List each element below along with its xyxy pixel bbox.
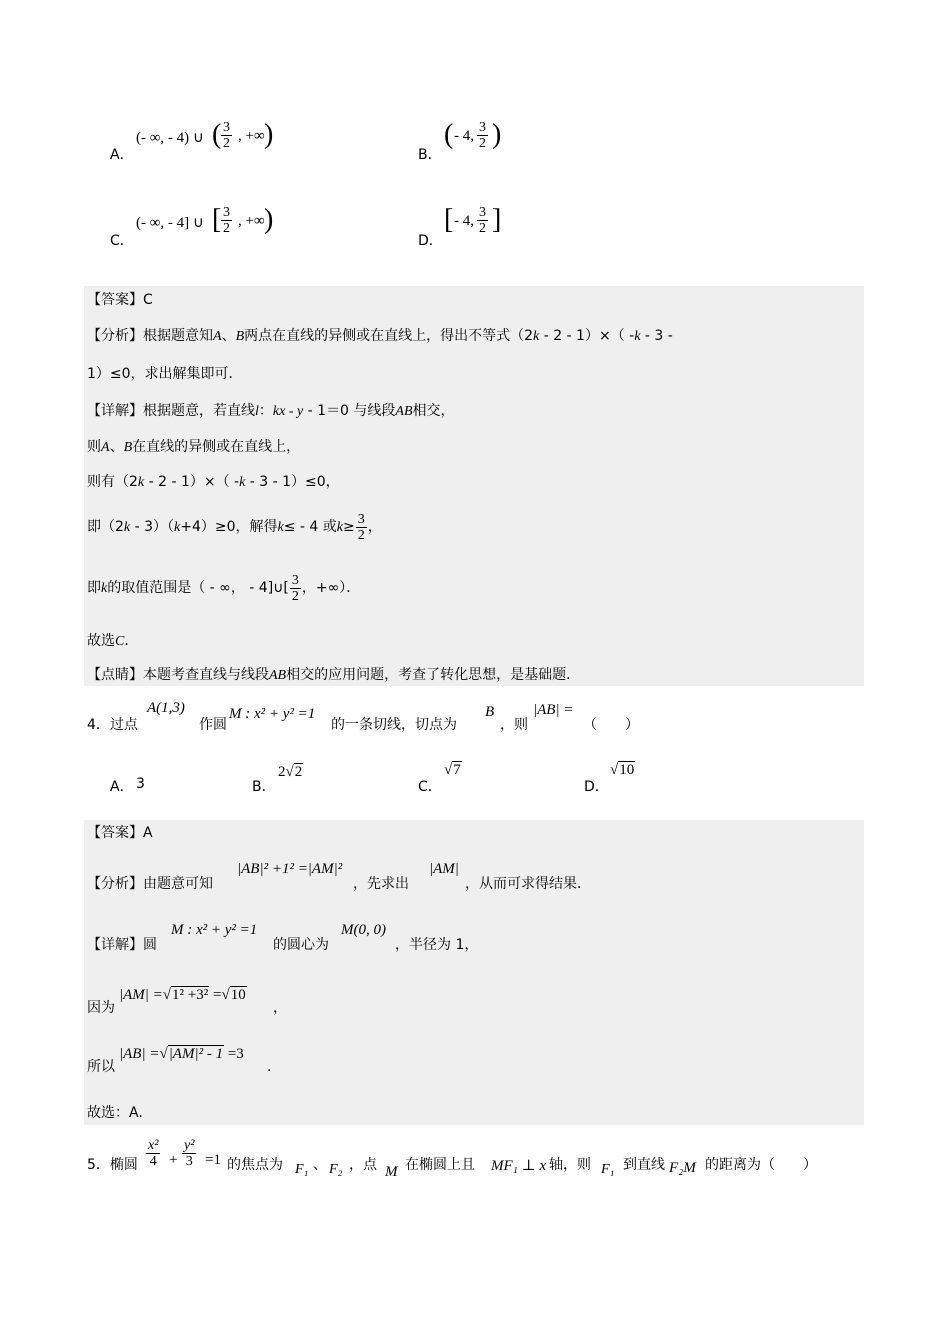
option-d-bracket-close: ] [492, 204, 502, 235]
q4-so-line: 所以 |AB| =√|AM|² - 1 =3 ． [87, 1046, 281, 1075]
option-b-bracket-close: ) [492, 119, 502, 150]
option-d-label: D． [418, 233, 443, 249]
q4-because-line: 因为 |AM| =√1² +3² =√10 ， [87, 987, 287, 1016]
option-c-bracket-open: [ [212, 204, 222, 235]
q4-choose-line: 故选：A. [87, 1105, 143, 1121]
option-b-bracket-open: ( [444, 119, 454, 150]
option-c-expr-left: (- ∞, - 4] ∪ [136, 215, 204, 231]
q3-option-d[interactable] [416, 203, 616, 253]
option-a-bracket-close: ) [264, 119, 274, 150]
option-d-expr-left: - 4, [454, 213, 474, 229]
option-a-bracket-open: ( [212, 119, 222, 150]
q3-range-line: 即k的取值范围是（ - ∞， - 4]∪[ $\frac{3}{2}$ ，+∞）． [87, 572, 361, 604]
ie-fraction: $\frac{3}{2}$ [357, 511, 365, 543]
q3-analysis-line: 【分析】根据题意知A、B两点在直线的异侧或在直线上，得出不等式（2k - 2 - 1）×（ -k - 3 - [87, 328, 673, 344]
q5-fraction-x: $\frac{\text{x²}}{4}$ [148, 1138, 159, 1169]
option-b-fraction: $\frac{3}{2}$ [479, 120, 486, 151]
answer-tag: 【答案】 [87, 292, 143, 308]
q4-abs-ab: |AB| = [533, 702, 574, 718]
answer-tag: 【答案】 [87, 825, 143, 841]
q3-then-line-2: 则有（2k - 2 - 1）×（ -k - 3 - 1）≤0， [87, 474, 340, 490]
option-a-fraction: $\frac{3}{2}$ [223, 120, 230, 151]
q4-tangent-point: B [485, 704, 495, 720]
answer-value: C [143, 292, 153, 308]
q4-stem: 4．过点 A(1,3) 作圆 M : x² + y² =1 的一条切线，切点为 B ，则 |AB| = （ ） [87, 700, 639, 733]
because-formula: |AM| =√1² +3² =√10 [119, 987, 246, 1003]
option-a-expr-left: (- ∞, - 4) ∪ [136, 130, 204, 146]
range-fraction: $\frac{3}{2}$ [291, 572, 299, 604]
option-c-expr: √7 [444, 762, 461, 778]
q5-fraction-y: $\frac{\text{y²}}{3}$ [184, 1138, 195, 1169]
q4-answer-line [87, 823, 153, 843]
q4-option-b[interactable]: B． 2√2 [252, 764, 303, 795]
option-b-expr: 2√2 [278, 764, 303, 780]
q4-option-d[interactable]: D． √10 [584, 762, 635, 795]
q3-option-c[interactable] [108, 203, 388, 253]
q3-then-line-1: 则A、B在直线的异侧或在直线上， [87, 439, 301, 455]
option-c-expr-right: , +∞ [238, 213, 265, 229]
q3-analysis-line-2: 1）≤0，求出解集即可． [87, 366, 243, 382]
q3-option-b[interactable] [416, 118, 616, 168]
analysis-tag: 【分析】 [87, 328, 143, 344]
q4-option-a[interactable]: A． 3 [110, 776, 145, 795]
q3-ie-line: 即（2k - 3）（k+4）≥0，解得k≤ - 4 或k≥ $\frac{3}{2}$ ， [87, 511, 382, 543]
q4-analysis-line: 【分析】 由题意可知 |AB|² +1² =|AM|² ，先求出 |AM| ，从而可求得结果． [87, 861, 591, 892]
option-c-bracket-close: ) [264, 204, 274, 235]
option-d-fraction: $\frac{3}{2}$ [479, 205, 486, 236]
q4-point: A(1,3) [147, 700, 185, 716]
q3-option-a[interactable] [108, 118, 388, 168]
q3-choose-line: 故选C． [87, 633, 139, 649]
detail-tag: 【详解】 [87, 403, 143, 419]
q3-comment-line: 【点睛】本题考查直线与线段AB相交的应用问题，考查了转化思想，是基础题． [87, 667, 581, 683]
q4-detail-line: 【详解】 圆 M : x² + y² =1 的圆心为 M(0, 0) ，半径为 1， [87, 922, 479, 953]
option-c-label: C． [110, 233, 134, 249]
option-b-label: B． [418, 147, 442, 163]
q3-detail-line: 【详解】根据题意，若直线l：kx - y - 1＝0 与线段AB相交， [87, 403, 455, 419]
option-a-label: A． [110, 147, 134, 163]
option-d-expr: √10 [610, 762, 635, 778]
q3-answer-line [87, 290, 153, 310]
comment-tag: 【点睛】 [87, 667, 143, 683]
option-d-bracket-open: [ [444, 204, 454, 235]
option-c-fraction: $\frac{3}{2}$ [223, 205, 230, 236]
q5-stem: 5．椭圆 $\frac{\text{x²}}{4}$ + $\frac{\text{y²}}{3}$ =1 的焦点为 F₁ 、 F₂ ，点 M 在椭圆上且 MF₁ ⊥ x 轴，则 F₁ 到直线 F₂M 的距离为（ ） [87, 1138, 817, 1180]
q4-circle: M : x² + y² =1 [229, 706, 316, 722]
so-formula: |AB| =√|AM|² - 1 =3 [119, 1046, 244, 1062]
answer-value: A [143, 825, 153, 841]
option-b-expr-left: - 4, [454, 128, 474, 144]
q4-option-c[interactable]: C． √7 [418, 762, 461, 795]
option-a-expr-right: , +∞ [238, 128, 265, 144]
